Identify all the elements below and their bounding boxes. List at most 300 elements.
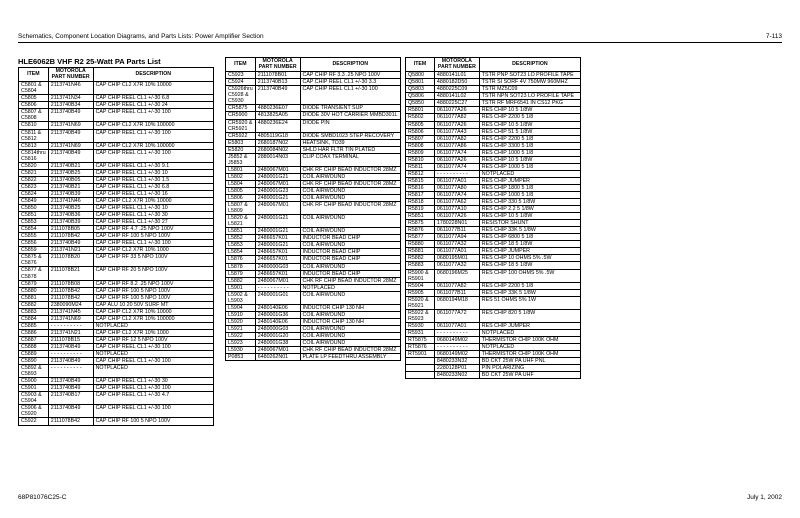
item-cell: C5821 <box>19 169 49 176</box>
table-row <box>19 322 214 329</box>
item-cell: C5807 & C5808 <box>19 109 49 122</box>
table-row <box>19 287 214 294</box>
description-cell: COIL AIRWOUND <box>300 332 400 339</box>
part-number-cell: 4880182D50 <box>434 79 479 86</box>
item-cell: R5876 <box>406 227 435 234</box>
description-cell: RES CHIP 10 5 1/8W <box>479 121 580 128</box>
description-cell: INDUCTOR BEAD CHIP <box>300 249 400 256</box>
part-number-cell: 1780228N01 <box>434 220 479 227</box>
description-cell: CAP CHIP RF 12 5 NPO 100V <box>93 336 213 343</box>
item-cell: C5850 <box>19 205 49 212</box>
item-cell: R5922 & R5923 <box>406 309 435 322</box>
table-row <box>19 190 214 197</box>
column-header-item: ITEM <box>406 58 435 72</box>
description-cell: RES CHIP 10 OHMS 5% .5W <box>479 255 580 262</box>
column-header-description: DESCRIPTION <box>93 68 213 82</box>
part-number-cell: 0680195M01 <box>434 255 479 262</box>
part-number-cell: - - - - - - - - - - <box>48 351 93 358</box>
part-number-cell: 0611077A26 <box>434 156 479 163</box>
part-number-cell: 2111078B42 <box>48 287 93 294</box>
description-cell: RES CHIP 1000 5 1/8 <box>479 149 580 156</box>
table-row <box>226 249 401 256</box>
description-cell: DIODE PIN <box>300 119 400 132</box>
table-row <box>226 119 401 132</box>
description-cell: CAP CHIP RF 33 5 NPO 100V <box>93 254 213 267</box>
table-row <box>406 262 581 269</box>
part-number-cell: 2480001G20 <box>255 332 300 339</box>
item-cell: C5923 <box>226 72 256 79</box>
description-cell: RES CHIP 100 OHMS 5% .5W <box>479 269 580 282</box>
item-cell: R5819 <box>406 206 435 213</box>
part-number-cell: 4880225C09 <box>434 86 479 93</box>
item-cell: C5903 & C5904 <box>19 392 49 405</box>
part-number-cell: 2480000G03 <box>255 263 300 270</box>
part-number-cell: 0611077B11 <box>434 289 479 296</box>
page-header-title: Schematics, Component Location Diagrams, and Parts Lists: Power Amplifier Section <box>18 33 264 40</box>
table-row <box>406 72 581 79</box>
table-row <box>406 177 581 184</box>
description-cell: THERMISTOR CHIP 100K OHM <box>479 336 580 343</box>
item-cell: R5802 <box>406 114 435 121</box>
part-number-cell: 0611077A26 <box>434 121 479 128</box>
part-number-cell: 2480001G23 <box>255 187 300 194</box>
description-cell: RES CHIP 18 5 1/8W <box>479 241 580 248</box>
table-row <box>226 72 401 79</box>
table-row <box>406 365 581 372</box>
item-cell: L5922 <box>226 332 256 339</box>
item-cell: C5875 & C5876 <box>19 254 49 267</box>
description-cell: NOTPLACED <box>300 284 400 291</box>
item-cell: C5823 <box>19 183 49 190</box>
description-cell: COIL AIRWOUND <box>300 263 400 270</box>
item-cell: C5849 <box>19 197 49 204</box>
description-cell: CAP CHIP REEL CL1 +/-30 10 <box>93 205 213 212</box>
part-number-cell: 0680149M02 <box>434 336 479 343</box>
table-row <box>406 199 581 206</box>
item-cell: L5879 <box>226 270 256 277</box>
item-cell: C5900 <box>19 378 49 385</box>
table-row <box>226 112 401 119</box>
table-row <box>19 280 214 287</box>
table-row <box>226 311 401 318</box>
part-number-cell: 2111078B42 <box>48 418 93 425</box>
part-number-cell: 2113740B49 <box>48 378 93 385</box>
item-cell: C5922 <box>19 418 49 425</box>
header-divider <box>18 42 782 43</box>
part-number-cell: 2680084N02 <box>255 146 300 153</box>
table-row <box>406 372 581 379</box>
part-number-cell: 2113740B49 <box>48 149 93 162</box>
column-header-item: ITEM <box>226 58 256 72</box>
item-cell: Q5806 <box>406 93 435 100</box>
item-cell: L5801 <box>226 166 256 173</box>
item-cell: R5811 <box>406 163 435 170</box>
column-header-description: DESCRIPTION <box>300 58 400 72</box>
item-cell: C5879 <box>19 280 49 287</box>
part-number-cell: - - - - - - - - - - <box>48 365 93 378</box>
item-cell: C5926thru C5928 & C5930 <box>226 86 256 105</box>
parts-list-title: HLE6062B VHF R2 25-Watt PA Parts List <box>18 57 161 66</box>
part-number-cell: 0611077A94 <box>434 234 479 241</box>
description-cell: RES CHIP 51 5 1/8W <box>479 128 580 135</box>
part-number-cell: 2486657K01 <box>255 249 300 256</box>
item-cell: CR5922 <box>226 132 256 139</box>
item-cell: C5888 <box>19 343 49 350</box>
description-cell: CAP CHIP REEL CL1 +/-30 10 <box>93 169 213 176</box>
table-row <box>226 332 401 339</box>
item-cell: R5875 <box>406 220 435 227</box>
table-row <box>406 93 581 100</box>
description-cell: RES 51 OHMS 5% 1W <box>479 296 580 309</box>
part-number-cell: 2113740B49 <box>48 109 93 122</box>
item-cell: L5853 <box>226 242 256 249</box>
item-cell: L5851 <box>226 228 256 235</box>
part-number-cell: 2486657K01 <box>255 270 300 277</box>
part-number-cell: 2680187N02 <box>255 139 300 146</box>
part-number-cell: 2113740B39 <box>48 219 93 226</box>
item-cell: Q5800 <box>406 72 435 79</box>
part-number-cell: 0611077A74 <box>434 191 479 198</box>
table-row <box>19 129 214 142</box>
part-number-cell: 0611077A72 <box>434 309 479 322</box>
part-number-cell: 2480067M01 <box>255 166 300 173</box>
table-row <box>19 351 214 358</box>
description-cell: RES CHIP 2.2 5 1/8W <box>479 206 580 213</box>
description-cell: RES CHIP 33K 5 1/8W <box>479 227 580 234</box>
table-row <box>226 132 401 139</box>
part-number-cell: 2480001G21 <box>255 195 300 202</box>
table-row <box>19 82 214 95</box>
item-cell: L5930 <box>226 347 256 354</box>
table-row <box>19 176 214 183</box>
part-number-cell: 4880225C27 <box>434 100 479 107</box>
part-number-cell: 2113741N21 <box>48 329 93 336</box>
table-row <box>406 206 581 213</box>
description-cell: INDUCTOR CHIP 130 NH <box>300 304 400 311</box>
part-number-cell: 2111078B15 <box>48 336 93 343</box>
table-row <box>226 325 401 332</box>
description-cell: CAP CHIP RF 4.7 .25 NPO 100V <box>93 226 213 233</box>
table-row <box>19 212 214 219</box>
description-cell: RESISTOR SHUNT <box>479 220 580 227</box>
part-number-cell: 2111078B01 <box>255 72 300 79</box>
part-number-cell: 2113741N34 <box>48 95 93 102</box>
part-number-cell: 2480140E06 <box>255 318 300 325</box>
table-row <box>406 114 581 121</box>
part-number-cell: 0611077A82 <box>434 114 479 121</box>
description-cell: TSTR MZ5C09 <box>479 86 580 93</box>
item-cell: R5806 <box>406 128 435 135</box>
table-row <box>19 343 214 350</box>
table-row <box>226 340 401 347</box>
item-cell: R5931 <box>406 329 435 336</box>
part-number-cell: 2480001G21 <box>255 242 300 249</box>
item-cell: C5801 & C5804 <box>19 82 49 95</box>
item-cell: E5820 <box>226 146 256 153</box>
description-cell: COIL AIRWOUND <box>300 325 400 332</box>
part-number-cell: 0611077A74 <box>434 149 479 156</box>
table-row <box>19 405 214 418</box>
parts-table-1 <box>18 67 214 426</box>
part-number-cell: 2480001G36 <box>255 311 300 318</box>
table-row <box>19 392 214 405</box>
item-cell: C5886 <box>19 329 49 336</box>
description-cell: CAP CHIP RF 100 5 NPO 100V <box>93 233 213 240</box>
item-cell: R5818 <box>406 199 435 206</box>
table-row <box>226 215 401 228</box>
item-cell: P0853 <box>226 354 256 361</box>
description-cell: RES CHIP 2200 5 1/8 <box>479 282 580 289</box>
item-cell: Q5801 <box>406 79 435 86</box>
table-row <box>19 308 214 315</box>
description-cell: CAP ALU 10 20 50V SURF MT <box>93 301 213 308</box>
table-row <box>19 247 214 254</box>
description-cell: CHK RF CHIP BEAD INDUCTOR 28MZ <box>300 347 400 354</box>
part-number-cell: 2480067M01 <box>255 202 300 215</box>
table-row <box>226 228 401 235</box>
item-cell: C5889 <box>19 351 49 358</box>
item-cell: L5806 <box>226 195 256 202</box>
table-row <box>406 329 581 336</box>
description-cell: TSTR SI SORF 4V 750MW 960MHZ <box>479 79 580 86</box>
part-number-cell: 4805119G18 <box>255 132 300 139</box>
part-number-cell: 2113740B49 <box>48 240 93 247</box>
description-cell: RES CHIP 18 5 1/8W <box>479 262 580 269</box>
description-cell: CAP CHIP CL2 X7R 10% 100000 <box>93 122 213 129</box>
description-cell: CAP CHIP REEL CL1 +/-30 100 <box>93 129 213 142</box>
description-cell: CAP CHIP REEL CL1 +/-30 100 <box>93 240 213 247</box>
column-header-item: ITEM <box>19 68 49 82</box>
document-number: 68P81076C25-C <box>18 494 67 501</box>
part-number-cell: 2113741N46 <box>48 82 93 95</box>
description-cell: DIODE TRANSIENT SUP <box>300 105 400 112</box>
description-cell: PIN POLARIZING <box>479 365 580 372</box>
description-cell: CAP CHIP REEL CL1 +/-30 4.7 <box>93 392 213 405</box>
table-row <box>226 180 401 187</box>
item-cell: RT5901 <box>406 351 435 358</box>
table-row <box>406 227 581 234</box>
description-cell: INDUCTOR BEAD CHIP <box>300 235 400 242</box>
table-row <box>406 128 581 135</box>
table-row <box>19 365 214 378</box>
description-cell: RES CHIP 1800 5 1/8 <box>479 184 580 191</box>
table-row <box>19 254 214 267</box>
part-number-cell: 2113740B25 <box>48 205 93 212</box>
description-cell: NOTPLACED <box>93 351 213 358</box>
table-row <box>406 191 581 198</box>
part-number-cell: 2113741N69 <box>48 315 93 322</box>
item-cell <box>406 372 435 379</box>
part-number-cell: 2113740B34 <box>48 102 93 109</box>
part-number-cell: - - - - - - - - - - <box>434 344 479 351</box>
table-row <box>19 240 214 247</box>
part-number-cell: 2113741N21 <box>48 247 93 254</box>
table-row <box>19 162 214 169</box>
part-number-cell: 0611077A43 <box>434 128 479 135</box>
item-cell <box>406 365 435 372</box>
description-cell: CAP CHIP CL2 X7R 10% 100000 <box>93 142 213 149</box>
item-cell: C5820 <box>19 162 49 169</box>
description-cell: CAP CHIP CL2 X7R 10% 10000 <box>93 82 213 95</box>
description-cell: CAP CHIP REEL CL1 +/-30 1.5 <box>93 176 213 183</box>
item-cell: C5859 <box>19 247 49 254</box>
description-cell: CAP CHIP REEL CL1 +/-30 30 <box>93 378 213 385</box>
item-cell: C5854 <box>19 226 49 233</box>
table-row <box>406 336 581 343</box>
item-cell: R5807 <box>406 135 435 142</box>
description-cell: COIL AIRWOUND <box>300 340 400 347</box>
description-cell: CAP CHIP RF 100 5 NPO 100V <box>93 287 213 294</box>
table-row <box>19 219 214 226</box>
description-cell: RES CHIP 820 5 1/8W <box>479 309 580 322</box>
item-cell: L5852 <box>226 235 256 242</box>
part-number-cell: 2480001G38 <box>255 340 300 347</box>
item-cell: R5812 <box>406 170 435 177</box>
description-cell: BD CKT 25W PA UHF <box>479 372 580 379</box>
description-cell: PLATE LP FEEDTHRU ASSEMBLY <box>300 354 400 361</box>
part-number-cell: 2480000G03 <box>255 325 300 332</box>
table-row <box>19 301 214 308</box>
description-cell: CAP CHIP REEL CL1 +/-30 100 <box>93 343 213 350</box>
table-row <box>406 86 581 93</box>
description-cell: CAP CHIP REEL CL1 +/-30 16 <box>93 190 213 197</box>
item-cell: L5802 <box>226 173 256 180</box>
table-row <box>406 248 581 255</box>
description-cell: CAP CHIP REEL CL1 +/-30 24 <box>93 102 213 109</box>
item-cell: R5809 <box>406 149 435 156</box>
part-number-cell: 2480001G21 <box>255 173 300 180</box>
part-number-cell: 4880236E07 <box>255 105 300 112</box>
item-cell: L5807 & L5809 <box>226 202 256 215</box>
document-date: July 1, 2002 <box>746 494 782 501</box>
description-cell: NOTPLACED <box>93 365 213 378</box>
description-cell: TSTR RF MRF6541 IN CS12 PKG <box>479 100 580 107</box>
item-cell: C5853 <box>19 219 49 226</box>
part-number-cell: 2113741N69 <box>48 122 93 129</box>
table-row <box>406 309 581 322</box>
item-cell: C5924 <box>226 79 256 86</box>
table-row <box>226 86 401 105</box>
part-number-cell: 0611077A74 <box>434 163 479 170</box>
description-cell: CAP CHIP REEL CL1 +/-30 6.8 <box>93 95 213 102</box>
table-row <box>226 146 401 153</box>
description-cell: COIL AIRWOUND <box>300 291 400 304</box>
item-cell: L5920 <box>226 318 256 325</box>
item-cell: L5854 <box>226 249 256 256</box>
part-number-cell: - - - - - - - - - - <box>255 284 300 291</box>
description-cell: RES CHIP 10 5 1/8W <box>479 213 580 220</box>
part-number-cell: 2111078B21 <box>48 267 93 280</box>
description-cell: RES CHIP 2200 5 1/8 <box>479 114 580 121</box>
description-cell: CAP CHIP CL2 X7R 10% 1000 <box>93 329 213 336</box>
column-header-part-number: MOTOROLA PART NUMBER <box>48 68 93 82</box>
part-number-cell: 0611077A86 <box>434 142 479 149</box>
item-cell: C5824 <box>19 190 49 197</box>
item-cell: C5810 <box>19 122 49 129</box>
part-number-cell: 0611077A01 <box>434 248 479 255</box>
table-row <box>226 354 401 361</box>
item-cell: C5877 & C5878 <box>19 267 49 280</box>
part-number-cell: 2111078B42 <box>48 233 93 240</box>
part-number-cell: 2113740B49 <box>48 358 93 365</box>
item-cell: Q5803 <box>406 86 435 93</box>
item-cell: CR5920 & CR5921 <box>226 119 256 132</box>
table-row <box>226 291 401 304</box>
description-cell: CAP CHIP REEL CL1 +/-30 100 <box>93 149 213 162</box>
part-number-cell: 2380090M24 <box>48 301 93 308</box>
item-cell: C5805 <box>19 95 49 102</box>
item-cell: C5856 <box>19 240 49 247</box>
item-cell: RT5876 <box>406 344 435 351</box>
part-number-cell: 2111078B42 <box>48 294 93 301</box>
part-number-cell: 2480001G21 <box>255 228 300 235</box>
part-number-cell: 4880141L01 <box>434 72 479 79</box>
table-row <box>19 122 214 129</box>
part-number-cell: 4880236E24 <box>255 119 300 132</box>
item-cell: L5876 <box>226 256 256 263</box>
description-cell: RES CHIP 33K 5 1/8W <box>479 289 580 296</box>
part-number-cell: 2113740B17 <box>48 392 93 405</box>
table-row <box>19 418 214 425</box>
page-number: 7-113 <box>765 33 782 40</box>
part-number-cell: 2113740B39 <box>48 190 93 197</box>
table-row <box>226 173 401 180</box>
description-cell: CHK RF CHIP BEAD INDUCTOR 28MZ <box>300 180 400 187</box>
description-cell: TSTR PNP SOT23 LO PROFILE TAPE <box>479 72 580 79</box>
description-cell: RES CHIP JUMPER <box>479 322 580 329</box>
part-number-cell: 2480140E06 <box>255 304 300 311</box>
table-row <box>226 139 401 146</box>
description-cell: CAP CHIP RF 8.2 .25 NPO 100V <box>93 280 213 287</box>
item-cell: C5901 <box>19 385 49 392</box>
description-cell: RES CHIP 2200 5 1/8 <box>479 135 580 142</box>
item-cell: C5882 <box>19 301 49 308</box>
item-cell: C5892 & C5893 <box>19 365 49 378</box>
part-number-cell: 4813825A05 <box>255 112 300 119</box>
table-row <box>19 233 214 240</box>
item-cell: R5851 <box>406 213 435 220</box>
item-cell: J5852 & J5853 <box>226 153 256 166</box>
item-cell: R5810 <box>406 156 435 163</box>
table-row <box>226 153 401 166</box>
table-row <box>226 187 401 194</box>
item-cell: C5851 <box>19 212 49 219</box>
table-row <box>406 282 581 289</box>
table-row <box>19 267 214 280</box>
table-row <box>406 220 581 227</box>
table-row <box>406 142 581 149</box>
column-header-part-number: MOTOROLA PART NUMBER <box>434 58 479 72</box>
description-cell: RES CHIP JUMPER <box>479 177 580 184</box>
table-row <box>19 385 214 392</box>
table-row <box>226 318 401 325</box>
table-row <box>226 263 401 270</box>
table-row <box>226 79 401 86</box>
table-row <box>406 255 581 262</box>
description-cell: DIODE SMBD1023 STEP RECOVERY <box>300 132 400 139</box>
part-number-cell: 2111078B05 <box>48 226 93 233</box>
column-header-part-number: MOTOROLA PART NUMBER <box>255 58 300 72</box>
description-cell: COIL AIRWOUND <box>300 195 400 202</box>
description-cell: RES CHIP 1000 5 1/8 <box>479 163 580 170</box>
item-cell: R5930 <box>406 322 435 329</box>
item-cell: R5877 <box>406 234 435 241</box>
part-number-cell: 2113741N69 <box>48 142 93 149</box>
description-cell: CAP CHIP REEL CL1 +/-30 6.8 <box>93 183 213 190</box>
item-cell: C5884 <box>19 315 49 322</box>
description-cell: COIL AIRWOUND <box>300 242 400 249</box>
part-number-cell: 2480001G21 <box>255 215 300 228</box>
